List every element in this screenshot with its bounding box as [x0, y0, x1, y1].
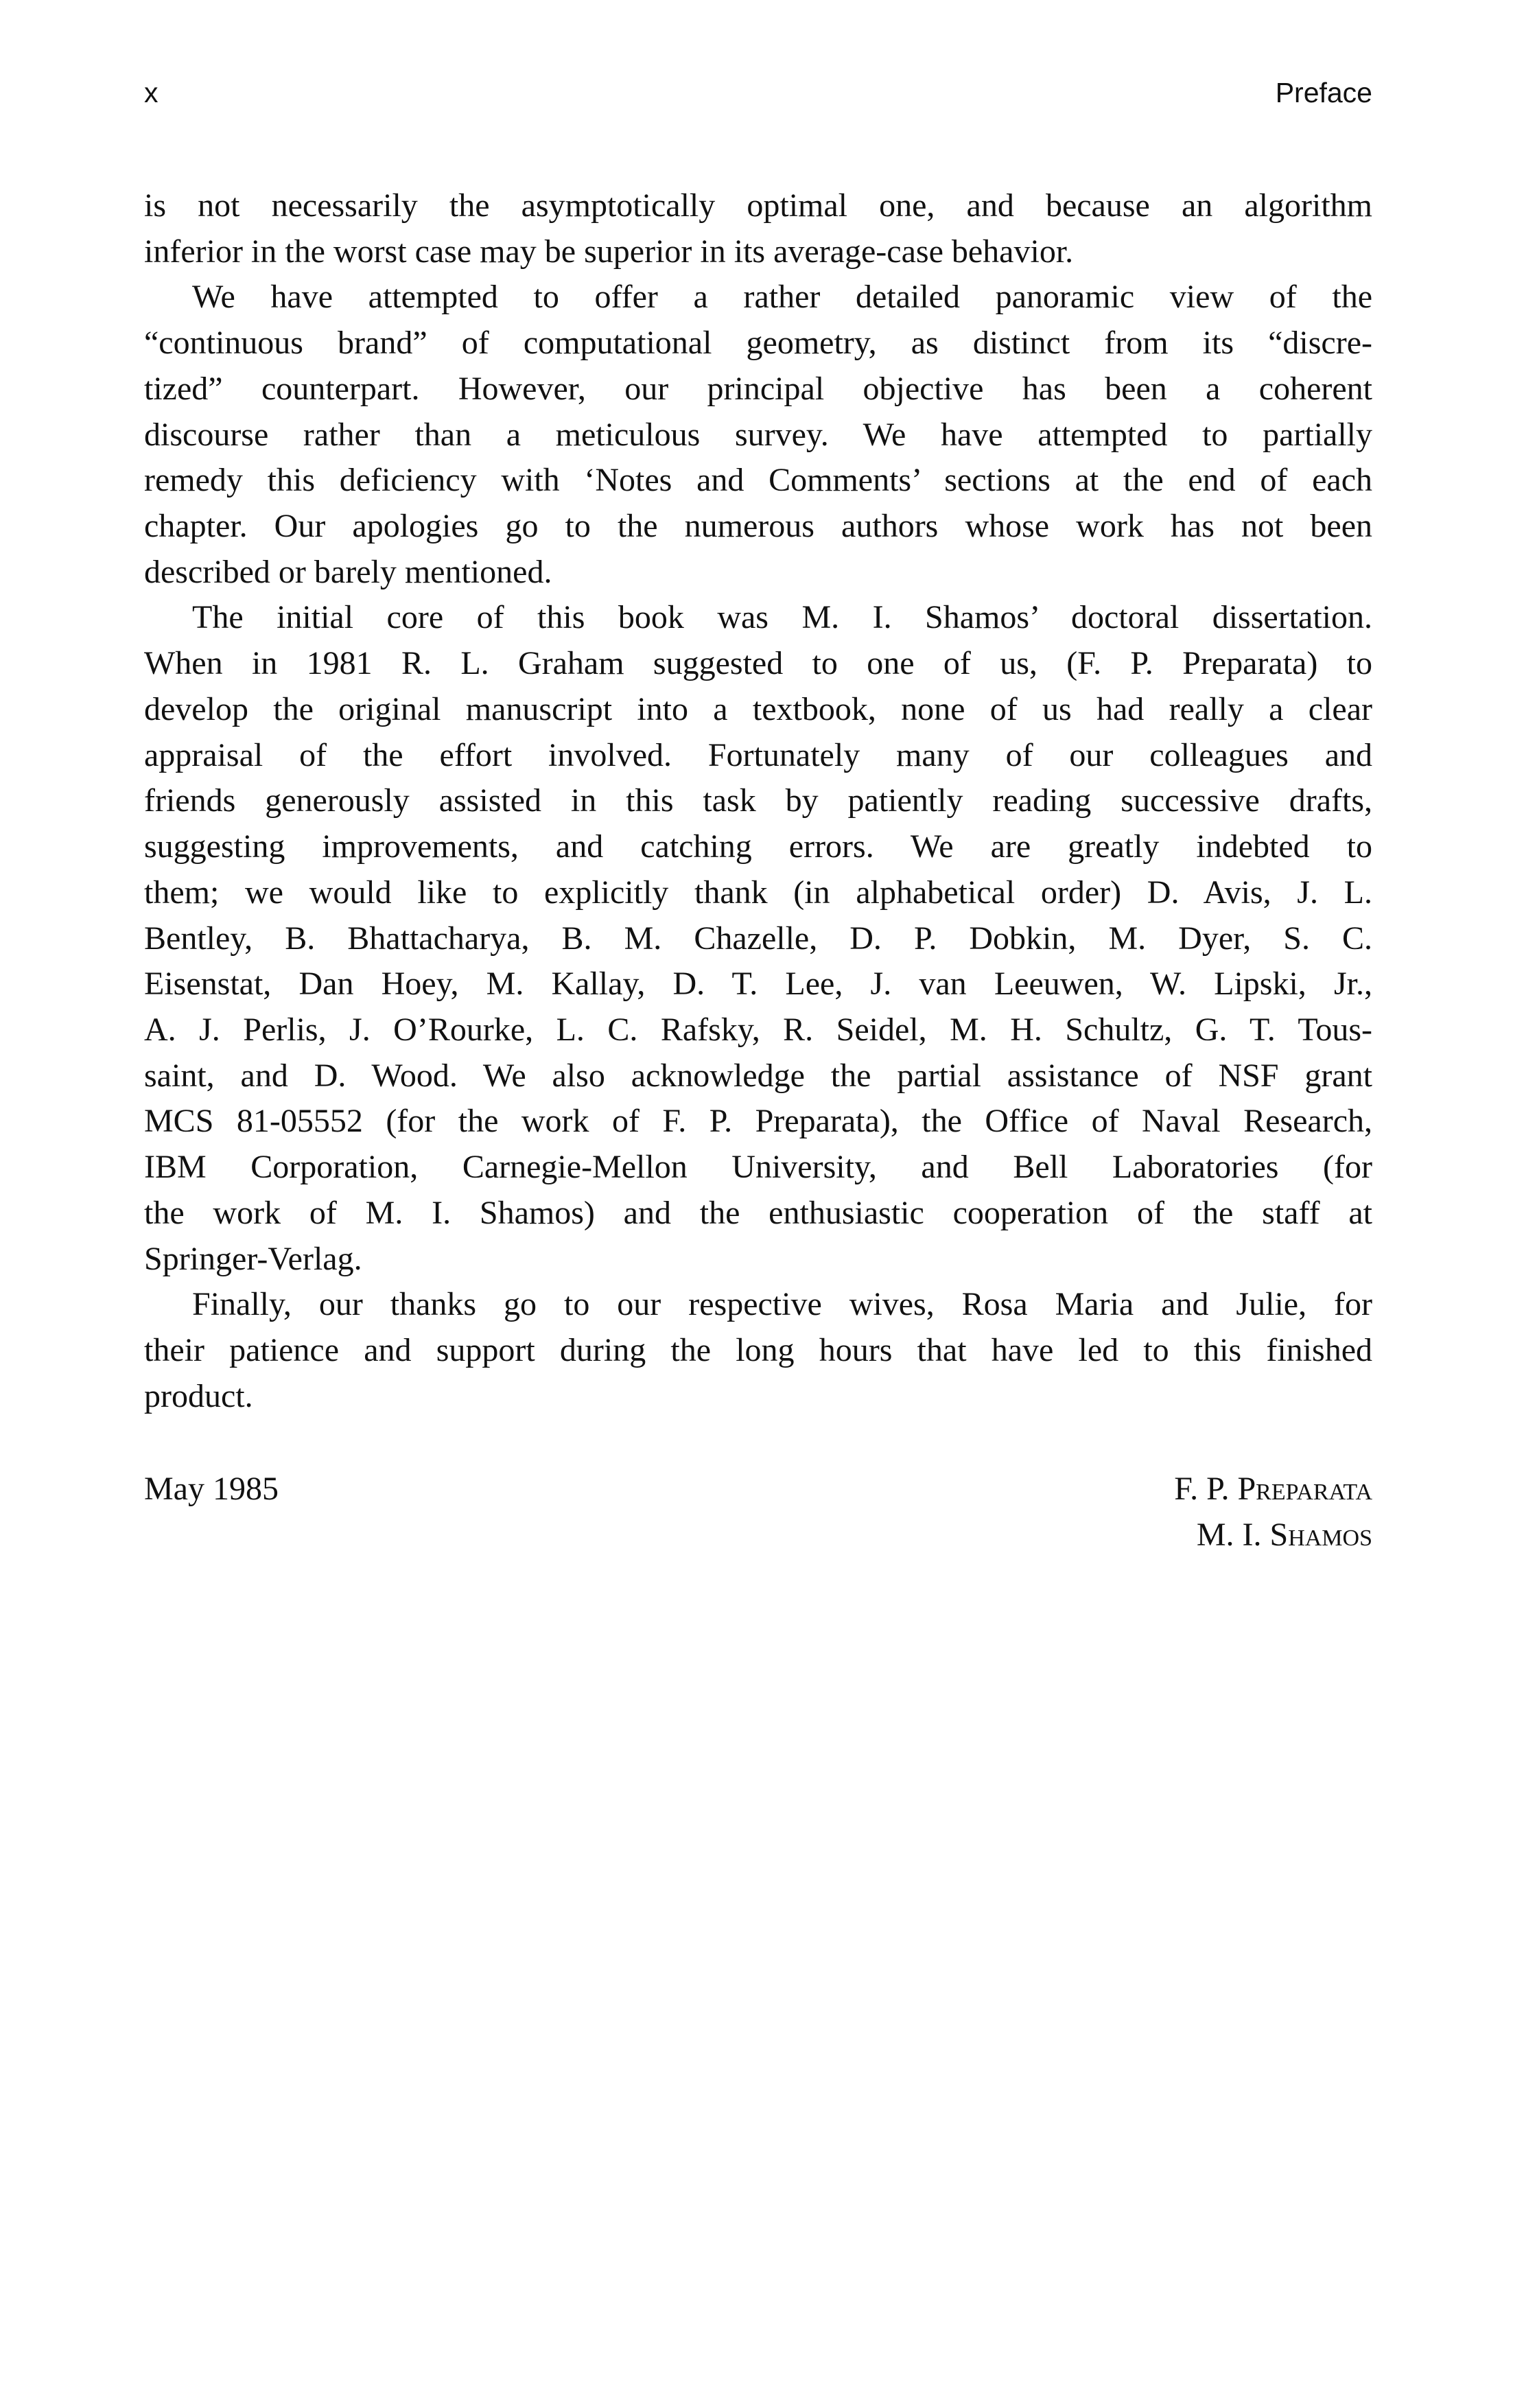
- author-surname: Shamos: [1269, 1516, 1372, 1553]
- text-line: A. J. Perlis, J. O’Rourke, L. C. Rafsky, R. Seidel, M. H. Schultz, G. T. Tous-: [144, 1011, 1372, 1048]
- text-line: product.: [144, 1377, 253, 1414]
- text-line: saint, and D. Wood. We also acknowledge the partial assistance of NSF grant: [144, 1057, 1372, 1094]
- section-title: Preface: [1275, 77, 1372, 108]
- text-line: We have attempted to offer a rather detailed panoramic view of the: [192, 279, 1372, 316]
- signature-date: May 1985: [144, 1471, 279, 1507]
- text-line: Finally, our thanks go to our respective wives, Rosa Maria and Julie, for: [192, 1286, 1372, 1323]
- text-line: is not necessarily the asymptotically optimal one, and because an algorithm: [144, 187, 1372, 224]
- text-line: remedy this deficiency with ‘Notes and Comments’ sections at the end of each: [144, 462, 1372, 499]
- text-line: The initial core of this book was M. I. Shamos’ doctoral dissertation.: [192, 599, 1372, 636]
- text-line: them; we would like to explicitly thank (in alphabetical order) D. Avis, J. L.: [144, 874, 1372, 911]
- text-line: Eisenstat, Dan Hoey, M. Kallay, D. T. Lee, J. van Leeuwen, W. Lipski, Jr.,: [144, 966, 1372, 1003]
- author-initials: F. P.: [1174, 1471, 1238, 1507]
- text-line: When in 1981 R. L. Graham suggested to one of us, (F. P. Preparata) to: [144, 645, 1372, 682]
- text-line: suggesting improvements, and catching errors. We are greatly indebted to: [144, 828, 1372, 865]
- author-surname: Preparata: [1237, 1471, 1372, 1507]
- text-line: tized” counterpart. However, our principal objective has been a coherent: [144, 370, 1372, 407]
- signature-row-1: [144, 1466, 1372, 1512]
- preface-body: [144, 183, 1372, 1419]
- text-line: the work of M. I. Shamos) and the enthusiastic cooperation of the staff at: [144, 1194, 1372, 1231]
- text-line: MCS 81-05552 (for the work of F. P. Preparata), the Office of Naval Research,: [144, 1103, 1372, 1140]
- text-line: described or barely mentioned.: [144, 553, 552, 590]
- author-name: [1174, 1466, 1372, 1512]
- text-line: Bentley, B. Bhattacharya, B. M. Chazelle, D. P. Dobkin, M. Dyer, S. C.: [144, 920, 1372, 957]
- text-line: friends generously assisted in this task by patiently reading successive drafts,: [144, 782, 1372, 819]
- page-number: x: [144, 77, 159, 108]
- text-line: discourse rather than a meticulous survey. We have attempted to partially: [144, 416, 1372, 453]
- signature-row-2: [144, 1512, 1372, 1558]
- text-line: their patience and support during the long hours that have led to this finished: [144, 1331, 1372, 1368]
- text-line: appraisal of the effort involved. Fortunately many of our colleagues and: [144, 736, 1372, 773]
- text-line: develop the original manuscript into a textbook, none of us had really a clear: [144, 690, 1372, 727]
- text-line: chapter. Our apologies go to the numerous authors whose work has not been: [144, 508, 1372, 545]
- text-line: Springer-Verlag.: [144, 1240, 362, 1277]
- signature-block: [144, 1466, 1372, 1558]
- text-line: inferior in the worst case may be superior in its average-case behavior.: [144, 233, 1074, 270]
- text-line: IBM Corporation, Carnegie-Mellon University, and Bell Laboratories (for: [144, 1149, 1372, 1186]
- running-head: [144, 75, 1372, 110]
- author-name: [1197, 1512, 1372, 1558]
- text-line: “continuous brand” of computational geometry, as distinct from its “discre-: [144, 325, 1372, 362]
- author-initials: M. I.: [1196, 1516, 1270, 1553]
